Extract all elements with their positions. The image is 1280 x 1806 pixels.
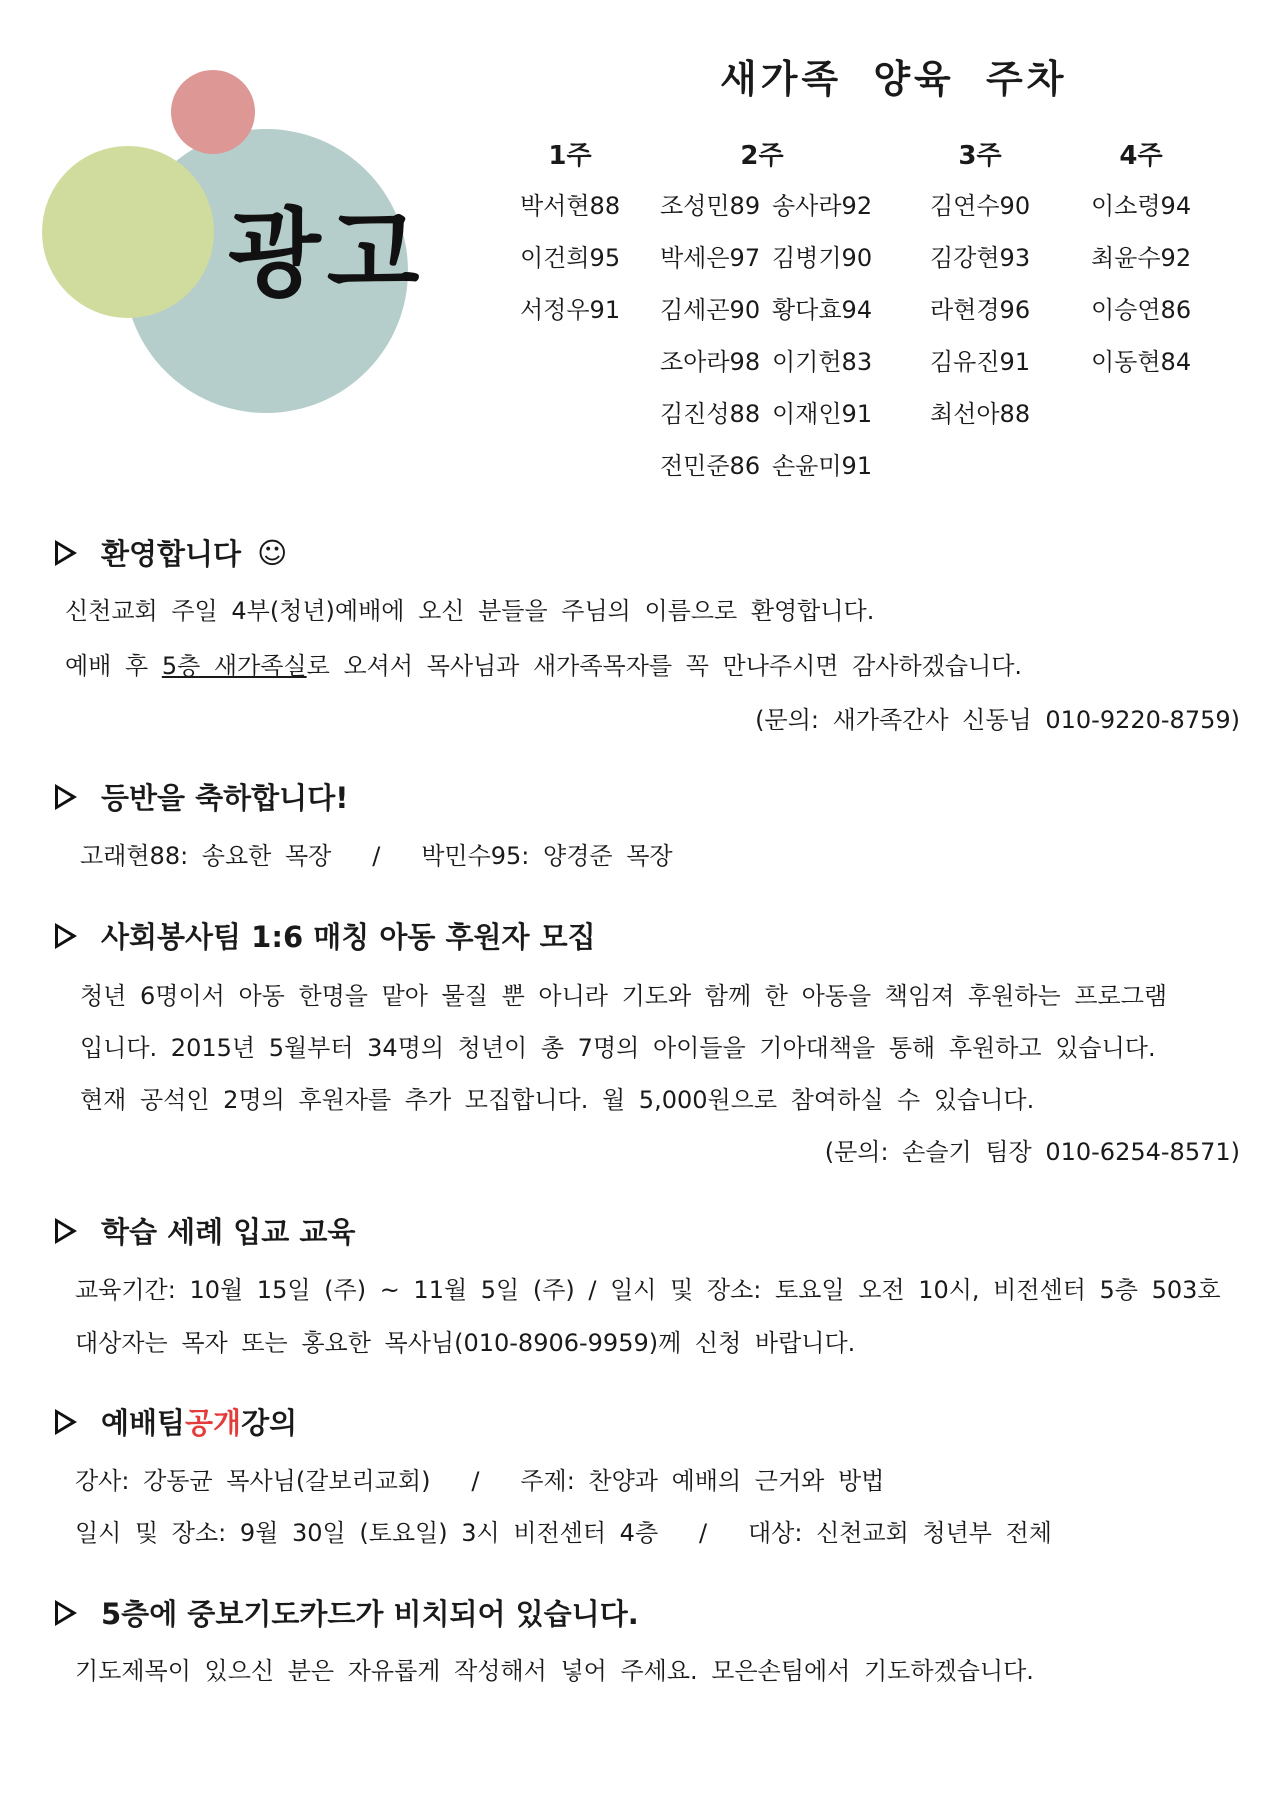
service-line-2: 입니다. 2015년 5월부터 34명의 청년이 총 7명의 아이들을 기아대책을 통해 후원하고 있습니다. bbox=[80, 1034, 1156, 1062]
list-item: 송사라92 bbox=[772, 192, 873, 220]
pink-circle-decoration bbox=[171, 70, 255, 154]
list-item: 조아라98 bbox=[660, 348, 761, 376]
triangle-bullet-icon bbox=[55, 1409, 77, 1435]
list-item: 김유진91 bbox=[930, 348, 1031, 376]
list-item: 김연수90 bbox=[930, 192, 1031, 220]
triangle-bullet-icon bbox=[55, 923, 77, 949]
worship-line-2: 일시 및 장소: 9월 30일 (토요일) 3시 비전센터 4층 / 대상: 신천교회 청년부 전체 bbox=[75, 1519, 1052, 1547]
section-title-text: 강의 bbox=[241, 1406, 298, 1440]
list-item: 김세곤90 bbox=[660, 296, 761, 324]
list-item: 손윤미91 bbox=[772, 452, 873, 480]
service-contact: (문의: 손슬기 팀장 010-6254-8571) bbox=[824, 1138, 1240, 1166]
welcome-line-2 bbox=[65, 646, 1022, 681]
triangle-bullet-icon bbox=[55, 1600, 77, 1626]
list-item: 김강현93 bbox=[930, 244, 1031, 272]
text-segment: 예배 후 bbox=[65, 652, 162, 680]
triangle-bullet-icon bbox=[55, 784, 77, 810]
prayer-line-1: 기도제목이 있으신 분은 자유롭게 작성해서 넣어 주세요. 모은손팀에서 기도하겠습니다. bbox=[75, 1657, 1034, 1685]
section-title-text: 학습 세례 입교 교육 bbox=[101, 1215, 356, 1249]
week-1-names bbox=[520, 180, 620, 336]
week-1-header: 1주 bbox=[548, 141, 592, 171]
welcome-section-title bbox=[55, 532, 287, 573]
baptism-line-2: 대상자는 목자 또는 홍요한 목사님(010-8906-9959)께 신청 바랍니다. bbox=[75, 1329, 856, 1357]
list-item: 전민준86 bbox=[660, 452, 761, 480]
prayer-section-title bbox=[55, 1592, 639, 1633]
list-item: 최윤수92 bbox=[1091, 244, 1192, 272]
list-item: 김진성88 bbox=[660, 400, 761, 428]
smiley-icon: ☺ bbox=[257, 535, 288, 570]
welcome-contact: (문의: 새가족간사 신동님 010-9220-8759) bbox=[755, 706, 1240, 734]
week-4-names bbox=[1091, 180, 1191, 388]
list-item: 황다효94 bbox=[772, 296, 873, 324]
list-item: 이소령94 bbox=[1091, 192, 1192, 220]
list-item: 이승연86 bbox=[1091, 296, 1192, 324]
list-item: 이기헌83 bbox=[772, 348, 873, 376]
ad-title: 광고 bbox=[228, 198, 426, 310]
list-item: 이건희95 bbox=[520, 244, 621, 272]
service-line-3: 현재 공석인 2명의 후원자를 추가 모집합니다. 월 5,000원으로 참여하실 수 있습니다. bbox=[80, 1086, 1035, 1114]
service-line-1: 청년 6명이서 아동 한명을 맡아 물질 뿐 아니라 기도와 함께 한 아동을 책임져 후원하는 프로그램 bbox=[80, 982, 1168, 1010]
promotion-line-1: 고래현88: 송요한 목장 / 박민수95: 양경준 목장 bbox=[80, 842, 673, 870]
list-item: 이동현84 bbox=[1091, 348, 1192, 376]
week-2-header: 2주 bbox=[740, 141, 784, 171]
baptism-line-1: 교육기간: 10월 15일 (주) ~ 11월 5일 (주) / 일시 및 장소: 토요일 오전 10시, 비전센터 5층 503호 bbox=[75, 1276, 1221, 1304]
list-item: 조성민89 bbox=[660, 192, 761, 220]
list-item: 라현경96 bbox=[930, 296, 1031, 324]
list-item: 박세은97 bbox=[660, 244, 761, 272]
week-2-names-left bbox=[660, 180, 760, 492]
service-section-title bbox=[55, 915, 596, 956]
open-highlight-text: 공개 bbox=[185, 1406, 242, 1440]
list-item: 최선아88 bbox=[930, 400, 1031, 428]
worship-line-1: 강사: 강동균 목사님(갈보리교회) / 주제: 찬양과 예배의 근거와 방법 bbox=[75, 1467, 885, 1495]
text-segment: 로 오셔서 목사님과 새가족목자를 꼭 만나주시면 감사하겠습니다. bbox=[306, 652, 1023, 680]
promotion-section-title bbox=[55, 776, 348, 817]
week-4-header: 4주 bbox=[1119, 141, 1163, 171]
section-title-text: 등반을 축하합니다! bbox=[101, 781, 349, 815]
week-2-names-right bbox=[772, 180, 872, 492]
list-item: 서정우91 bbox=[520, 296, 621, 324]
worship-section-title bbox=[55, 1401, 297, 1442]
schedule-title: 새가족 양육 주차 bbox=[720, 57, 1068, 101]
list-item: 박서현88 bbox=[520, 192, 621, 220]
section-title-text: 예배팀 bbox=[101, 1406, 186, 1440]
welcome-line-1: 신천교회 주일 4부(청년)예배에 오신 분들을 주님의 이름으로 환영합니다. bbox=[65, 597, 875, 625]
triangle-bullet-icon bbox=[55, 540, 77, 566]
list-item: 이재인91 bbox=[772, 400, 873, 428]
new-family-room-text: 5층 새가족실 bbox=[161, 652, 307, 680]
list-item: 김병기90 bbox=[772, 244, 873, 272]
week-3-header: 3주 bbox=[958, 141, 1002, 171]
week-3-names bbox=[930, 180, 1030, 440]
section-title-text: 환영합니다 bbox=[101, 537, 242, 571]
section-title-text: 5층에 중보기도카드가 비치되어 있습니다. bbox=[101, 1597, 639, 1631]
section-title-text: 사회봉사팀 1:6 매칭 아동 후원자 모집 bbox=[101, 920, 596, 954]
green-circle-decoration bbox=[42, 146, 214, 318]
baptism-section-title bbox=[55, 1210, 355, 1251]
triangle-bullet-icon bbox=[55, 1218, 77, 1244]
